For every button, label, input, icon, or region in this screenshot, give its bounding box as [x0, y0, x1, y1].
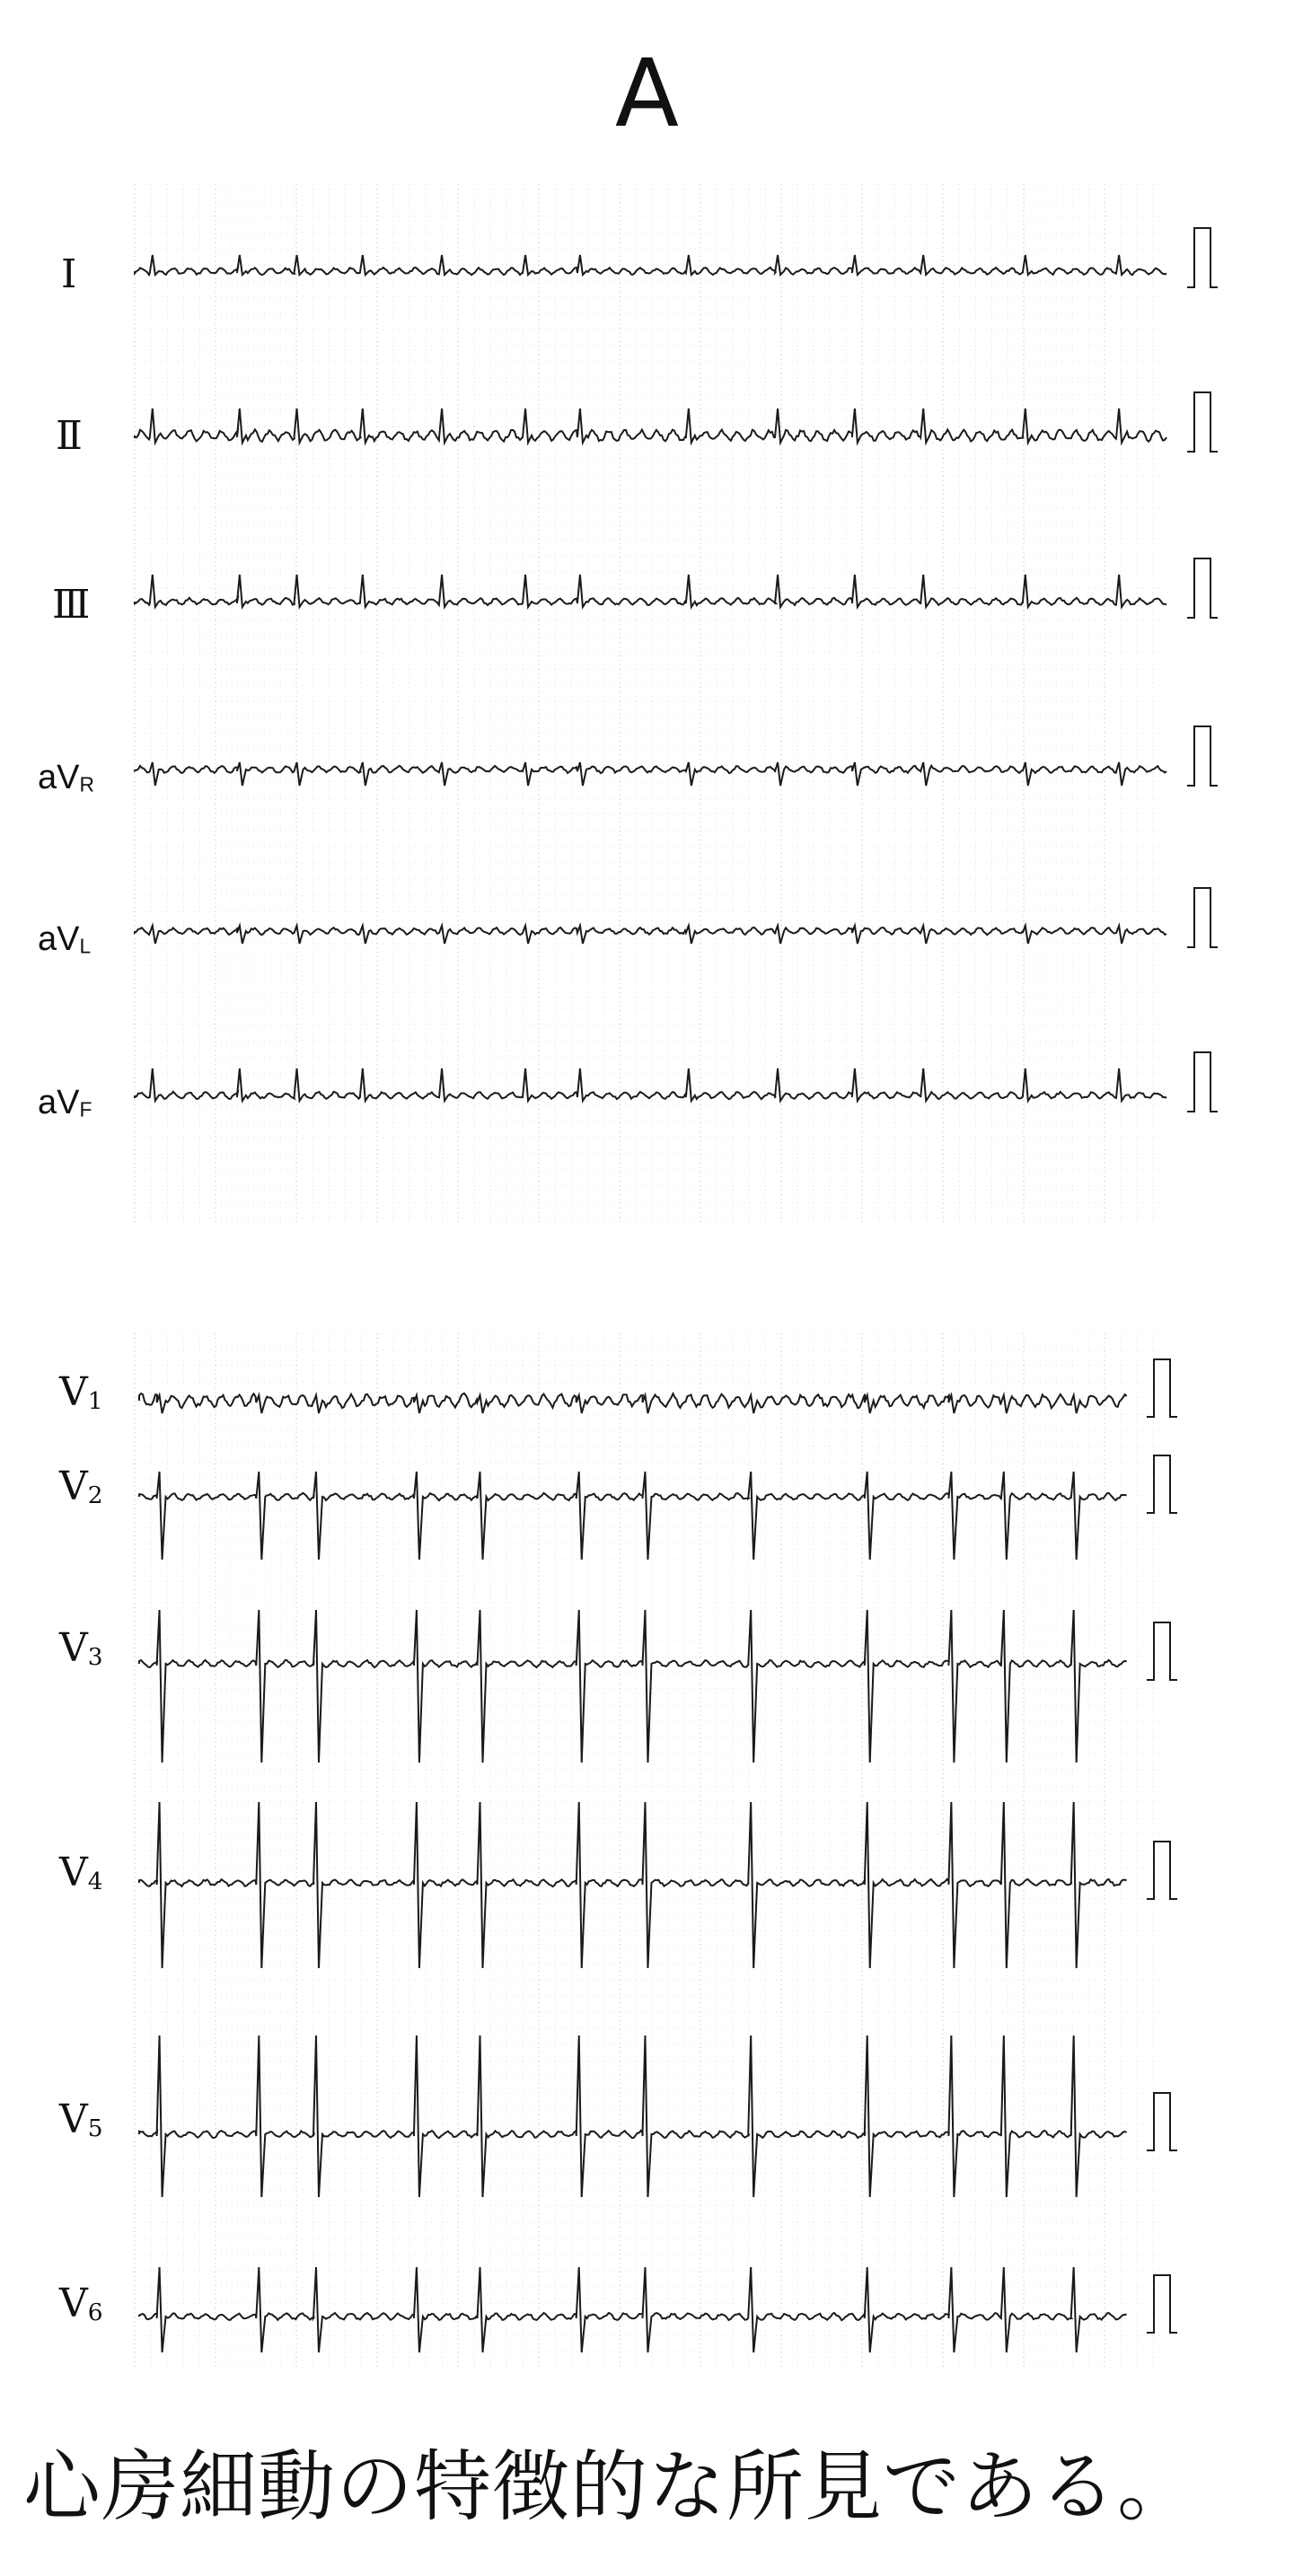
lead-label-V3: V3 — [59, 1625, 103, 1671]
limb-lead-traces — [0, 184, 1294, 1226]
limb-leads-panel — [0, 184, 1294, 1226]
calibration-pulse — [1187, 726, 1218, 786]
panel-letter: A — [614, 39, 680, 148]
lead-label-V5: V5 — [59, 2097, 103, 2142]
calibration-pulse — [1187, 392, 1218, 452]
ecg-trace-I — [135, 255, 1166, 275]
lead-label-V6: V6 — [59, 2281, 103, 2326]
lead-label-aVR: aVR — [38, 759, 94, 796]
calibration-pulse — [1147, 1842, 1177, 1899]
calibration-pulse — [1147, 2275, 1177, 2333]
calibration-pulse — [1187, 558, 1218, 618]
ecg-trace-V5 — [139, 2035, 1127, 2197]
calibration-pulse — [1147, 1455, 1177, 1513]
ecg-trace-II — [135, 409, 1166, 443]
calibration-pulse — [1187, 888, 1218, 947]
calibration-pulse — [1187, 1052, 1218, 1112]
ecg-trace-aVF — [135, 1068, 1166, 1101]
lead-label-II: Ⅱ — [56, 413, 83, 459]
ecg-trace-III — [135, 575, 1166, 607]
ecg-trace-V3 — [139, 1610, 1127, 1763]
lead-label-aVF: aVF — [38, 1084, 92, 1121]
ecg-trace-V2 — [139, 1472, 1127, 1560]
lead-label-V4: V4 — [59, 1850, 103, 1895]
lead-label-I: Ⅰ — [61, 251, 77, 297]
ecg-trace-V1 — [139, 1394, 1127, 1413]
ecg-trace-V4 — [139, 1802, 1127, 1968]
chest-leads-panel — [0, 1333, 1294, 2370]
ecg-trace-aVL — [135, 926, 1166, 944]
lead-label-V2: V2 — [59, 1464, 103, 1509]
ecg-trace-aVR — [135, 762, 1166, 786]
lead-label-V1: V1 — [59, 1369, 103, 1415]
lead-label-aVL: aVL — [38, 920, 92, 958]
ecg-trace-V6 — [139, 2267, 1127, 2352]
figure-caption: 心房細動の特徴的な所見である。 — [23, 2442, 1195, 2532]
calibration-pulse — [1147, 2093, 1177, 2150]
chest-lead-traces — [0, 1333, 1294, 2370]
calibration-pulse — [1147, 1622, 1177, 1680]
lead-label-III: Ⅲ — [52, 582, 91, 628]
calibration-pulse — [1187, 228, 1218, 287]
calibration-pulse — [1147, 1359, 1177, 1417]
